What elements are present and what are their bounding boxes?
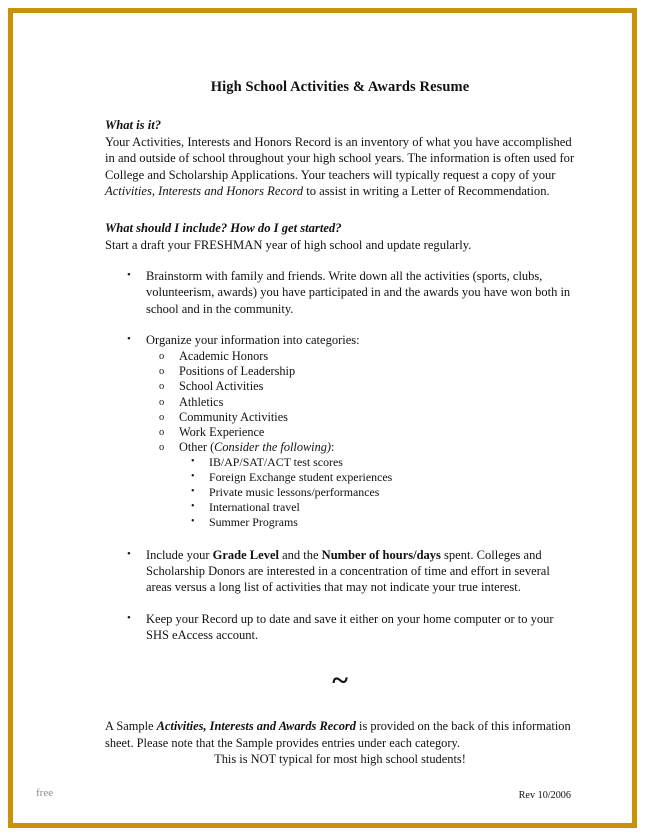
revision-date: Rev 10/2006 (518, 789, 571, 801)
closing-line-1 (105, 718, 575, 751)
category-label: Athletics (179, 394, 224, 409)
bullet-include-bold-hours-days: Number of hours/days (321, 547, 441, 562)
bullet-organize (105, 332, 575, 530)
bullet-include-text-part-1: Include your (146, 547, 213, 562)
list-item (146, 364, 575, 379)
category-label: Positions of Leadership (179, 364, 296, 379)
document-content (105, 79, 575, 801)
category-list (146, 349, 575, 530)
closing-note (105, 718, 575, 767)
list-item (179, 455, 575, 470)
bullet-include-text-part-2: and the (278, 547, 322, 562)
paragraph-text-part-1: Your Activities, Interests and Honors Record is an inventory of what you have accomplished in and outside of school throughout your high school years. The information is often used for College and Scholarship Applications. Your teachers will typically request a copy of your (105, 135, 575, 182)
tilde-separator: ~ (332, 664, 348, 698)
list-item (146, 425, 575, 440)
list-item (146, 395, 575, 410)
watermark-label: free (36, 787, 54, 799)
bullet-brainstorm (105, 268, 575, 317)
bullet-brainstorm-text: Brainstorm with family and friends. Write down all the activities (sports, clubs, volunteerism, awards) you have participated in and the awards you have won both in school and in the community. (146, 269, 571, 316)
list-item (146, 349, 575, 364)
closing-italic-record-name: Activities, Interests and Awards Record (156, 719, 356, 734)
list-item (179, 500, 575, 515)
other-item-label: Foreign Exchange student experiences (209, 469, 393, 484)
bullet-keep-record-text: Keep your Record up to date and save it either on your home computer or to your SHS eAccess account. (146, 611, 554, 643)
list-item (179, 470, 575, 485)
bullet-organize-text: Organize your information into categories: (146, 332, 360, 347)
list-item (146, 410, 575, 425)
bullet-include-grade-level (105, 547, 575, 596)
category-label: Work Experience (179, 424, 265, 439)
closing-line-2: This is NOT typical for most high school students! (214, 752, 466, 767)
section-heading-what-should-i-include: What should I include? How do I get started? (105, 220, 342, 235)
other-item-label: Private music lessons/performances (209, 484, 380, 499)
category-other-colon: : (331, 439, 335, 454)
list-item-other (146, 440, 575, 530)
section-paragraph-what-is-it (105, 134, 575, 200)
paragraph-italic-record-name: Activities, Interests and Honors Record (105, 184, 304, 199)
section-heading-what-is-it: What is it? (105, 118, 161, 132)
main-bullet-list (105, 268, 575, 643)
bullet-keep-record (105, 611, 575, 644)
other-item-label: International travel (209, 499, 300, 514)
list-item (146, 379, 575, 394)
other-items-list (179, 455, 575, 530)
paragraph-text-part-2: to assist in writing a Letter of Recommendation. (303, 184, 550, 199)
category-label: School Activities (179, 379, 264, 394)
page-title: High School Activities & Awards Resume (210, 79, 470, 95)
other-item-label: Summer Programs (209, 514, 298, 529)
section-paragraph-get-started: Start a draft your FRESHMAN year of high school and update regularly. (105, 237, 472, 252)
bullet-include-text-part-3: spent. Colleges and Scholarship Donors are interested in a concentration of time and effort in several areas versus a long list of activities that may not indicate your true interest. (146, 547, 550, 595)
closing-text-part-2: is provided on the back of this information sheet. Please note that the Sample provides entries under each category. (105, 719, 571, 750)
list-item (179, 515, 575, 530)
page-border-frame (8, 8, 637, 828)
category-other-italic: Consider the following) (214, 439, 331, 454)
list-item (179, 485, 575, 500)
category-label: Community Activities (179, 409, 288, 424)
other-item-label: IB/AP/SAT/ACT test scores (209, 454, 343, 469)
closing-text-part-1: A Sample (105, 719, 157, 734)
category-other-label: Other ( (179, 439, 215, 454)
bullet-include-bold-grade-level: Grade Level (212, 547, 279, 562)
category-label: Academic Honors (179, 349, 269, 364)
